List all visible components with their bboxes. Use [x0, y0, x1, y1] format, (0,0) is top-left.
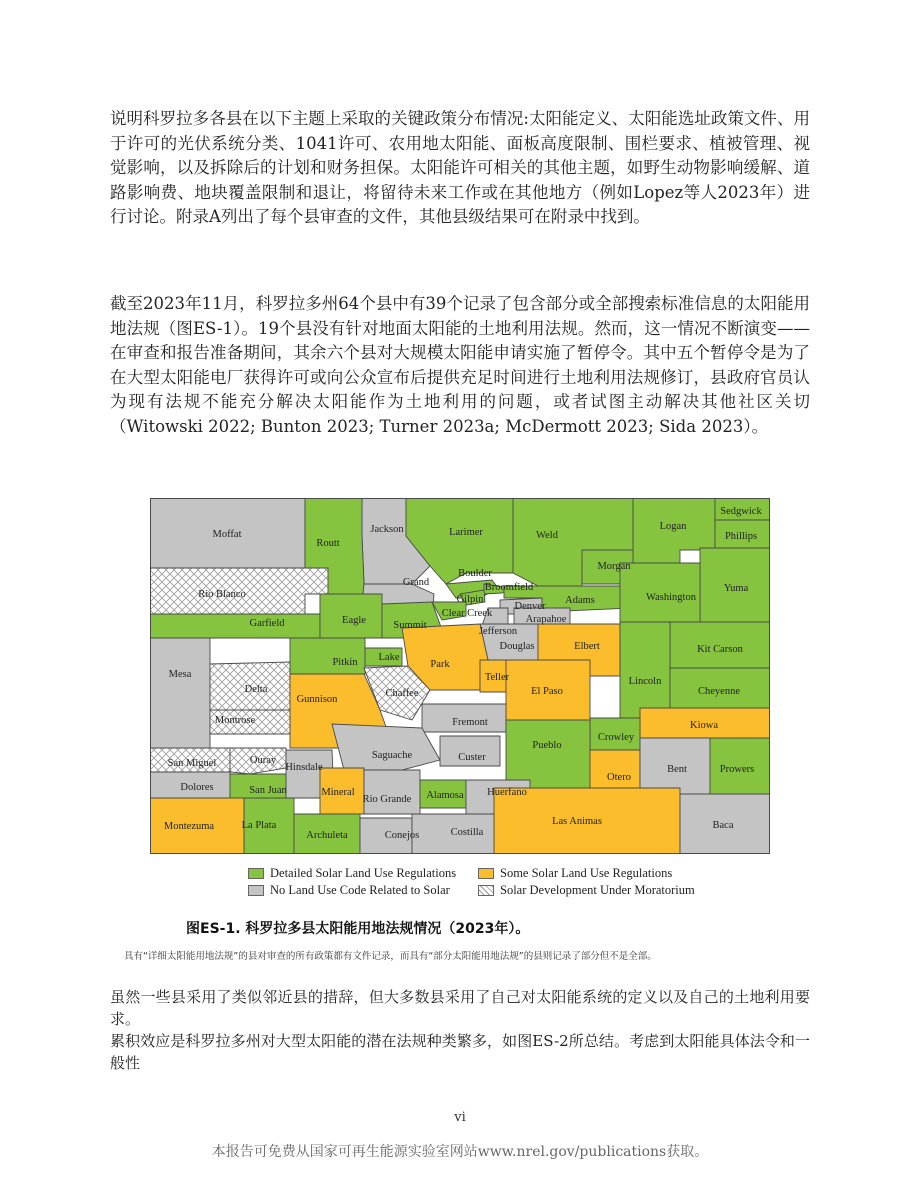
page-number: vi — [454, 1110, 466, 1125]
county-label-morgan: Morgan — [597, 561, 631, 572]
legend-swatch-some — [478, 868, 494, 879]
county-label-pitkin: Pitkin — [332, 657, 358, 668]
county-label-gilpin: Gilpin — [456, 594, 484, 605]
county-label-pueblo: Pueblo — [532, 740, 562, 751]
county-label-san-juan: San Juan — [249, 785, 287, 796]
county-label-mesa: Mesa — [168, 669, 192, 680]
county-label-saguache: Saguache — [371, 750, 413, 761]
county-label-bent: Bent — [667, 764, 687, 775]
county-label-otero: Otero — [607, 772, 631, 783]
county-lincoln — [620, 622, 670, 718]
county-label-broomfield: Broomfield — [484, 582, 534, 593]
county-label-routt: Routt — [316, 538, 340, 549]
county-label-douglas: Douglas — [499, 641, 535, 652]
county-label-lake: Lake — [378, 652, 400, 663]
paragraph-policy-topics: 说明科罗拉多各县在以下主题上采取的关键政策分布情况:太阳能定义、太阳能选址政策文件、用于许可的光伏系统分类、1041许可、农用地太阳能、面板高度限制、围栏要求、植被管理、视觉影响，以及拆除后的计划和财务担保。太阳能许可相关的其他主题，如野生动物影响缓解、道路影响费、地块覆盖限制和退让，将留待未来工作或在其他地方（例如Lopez等人2023年）进行讨论。附录A列出了每个县审查的文件，其他县级结果可在附录中找到。 — [110, 109, 810, 227]
county-label-logan: Logan — [659, 521, 687, 532]
county-label-kit-carson: Kit Carson — [697, 644, 743, 655]
county-label-denver: Denver — [514, 601, 546, 612]
page-footer: 本报告可免费从国家可再生能源实验室网站www.nrel.gov/publications获取。 — [211, 1144, 709, 1160]
county-label-san-miguel: San Miguel — [167, 758, 217, 769]
county-label-la-plata: La Plata — [241, 820, 277, 831]
legend-moratorium-label: Solar Development Under Moratorium — [500, 883, 695, 897]
paragraph-county-status: 截至2023年11月，科罗拉多州64个县中有39个记录了包含部分或全部搜索标准信息的太阳能用地法规（图ES-1）。19个县没有针对地面太阳能的土地利用法规。然而，这一情况不断演变——在审查和报告准备期间，其余六个县对大规模太阳能申请实施了暂停令。其中五个暂停令是为了在大型太阳能电厂获得许可或向公众宣布后提供充足时间进行土地利用法规修订，县政府官员认为现有法规不能充分解决太阳能作为土地利用的问题，或者试图主动解决其他社区关切（Witowski 2022; Bunton 2023; Turner 2023a; McDermott 2023; Sida 2023）。 — [110, 294, 810, 436]
paragraph-cumulative: 累积效应是科罗拉多州对大型太阳能的潜在法规种类繁多，如图ES-2所总结。考虑到太阳能具体法令和一般性 — [110, 1032, 810, 1072]
county-label-clear-creek: Clear Creek — [441, 608, 493, 619]
county-label-washington: Washington — [646, 592, 696, 603]
county-garfield — [150, 614, 320, 638]
county-label-crowley: Crowley — [597, 732, 635, 743]
legend-none-label: No Land Use Code Related to Solar — [270, 883, 450, 897]
legend-swatch-none — [248, 885, 264, 896]
county-label-grand: Grand — [402, 577, 430, 588]
county-label-las-animas: Las Animas — [552, 816, 602, 827]
county-label-phillips: Phillips — [724, 531, 758, 542]
county-label-weld: Weld — [536, 530, 558, 541]
county-label-sedgwick: Sedgwick — [720, 506, 762, 517]
colorado-county-map — [150, 498, 770, 854]
legend-swatch-moratorium — [478, 885, 494, 896]
county-label-prowers: Prowers — [719, 764, 755, 775]
county-label-arapahoe: Arapahoe — [525, 614, 567, 625]
county-label-huerfano: Huerfano — [487, 787, 527, 798]
county-label-custer: Custer — [458, 752, 486, 763]
county-label-jackson: Jackson — [370, 524, 404, 535]
county-label-alamosa: Alamosa — [426, 790, 464, 801]
legend-some-label: Some Solar Land Use Regulations — [500, 866, 673, 880]
county-label-montezuma: Montezuma — [163, 821, 215, 832]
legend-detailed-label: Detailed Solar Land Use Regulations — [270, 866, 457, 880]
map-legend — [248, 866, 728, 900]
county-label-dolores: Dolores — [180, 782, 214, 793]
figure-note: 具有“详细太阳能用地法规”的县对审查的所有政策都有文件记录，而具有“部分太阳能用地法规”的县则记录了部分但不是全部。 — [124, 951, 657, 962]
legend-detailed — [248, 866, 456, 881]
paragraph-definitions: 虽然一些县采用了类似邻近县的措辞，但大多数县采用了自己对太阳能系统的定义以及自己的土地利用要求。 — [110, 988, 810, 1028]
county-label-summit: Summit — [393, 620, 427, 631]
county-label-yuma: Yuma — [723, 583, 749, 594]
county-label-teller: Teller — [484, 672, 510, 683]
legend-moratorium — [478, 883, 695, 898]
county-label-adams: Adams — [565, 595, 595, 606]
county-label-moffat: Moffat — [212, 529, 242, 540]
county-label-costilla: Costilla — [450, 827, 484, 838]
county-label-park: Park — [430, 659, 450, 670]
county-label-cheyenne: Cheyenne — [698, 686, 740, 697]
county-label-lincoln: Lincoln — [628, 676, 662, 687]
county-label-rio-blanco: Rio Blanco — [198, 589, 246, 600]
county-label-el-paso: El Paso — [531, 686, 563, 697]
county-pueblo — [506, 720, 590, 788]
county-label-ouray: Ouray — [249, 755, 277, 766]
county-label-larimer: Larimer — [449, 527, 483, 538]
county-label-jefferson: Jefferson — [478, 626, 518, 637]
county-label-hinsdale: Hinsdale — [285, 762, 323, 773]
county-label-garfield: Garfield — [249, 618, 285, 629]
county-label-baca: Baca — [712, 820, 734, 831]
county-label-rio-grande: Rio Grande — [362, 794, 412, 805]
county-label-boulder: Boulder — [458, 568, 492, 579]
county-label-fremont: Fremont — [452, 717, 488, 728]
county-label-chaffee: Chaffee — [385, 688, 419, 699]
county-label-delta: Delta — [244, 684, 268, 695]
legend-none — [248, 883, 450, 898]
county-label-kiowa: Kiowa — [690, 720, 718, 731]
county-rio-grande — [364, 770, 420, 814]
county-label-eagle: Eagle — [342, 615, 366, 626]
map-svg — [150, 498, 770, 854]
legend-swatch-detailed — [248, 868, 264, 879]
county-mesa — [150, 638, 210, 766]
county-label-conejos: Conejos — [384, 830, 420, 841]
figure-caption: 图ES-1. 科罗拉多县太阳能用地法规情况（2023年）。 — [186, 921, 530, 937]
county-label-montrose: Montrose — [214, 715, 256, 726]
legend-some — [478, 866, 672, 881]
county-label-elbert: Elbert — [574, 641, 600, 652]
county-label-archuleta: Archuleta — [306, 830, 348, 841]
county-label-gunnison: Gunnison — [296, 694, 338, 705]
county-label-mineral: Mineral — [321, 787, 355, 798]
county-pitkin — [290, 638, 365, 674]
county-saguache — [332, 724, 440, 770]
